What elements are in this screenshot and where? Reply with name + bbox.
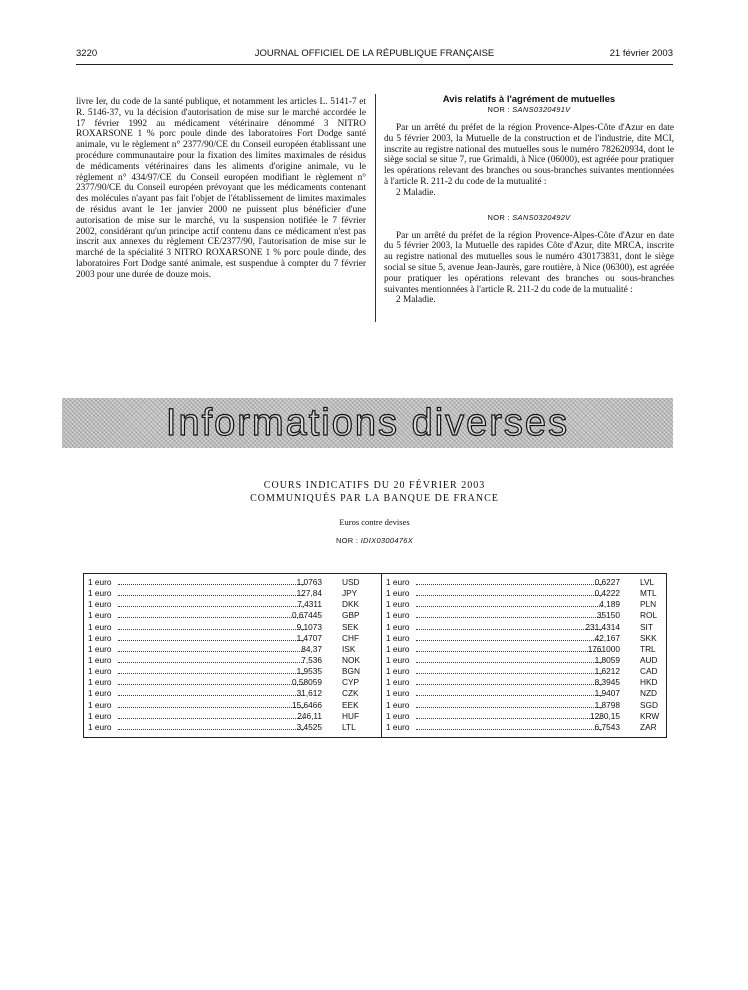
notice-item: 2 Maladie. — [396, 187, 436, 198]
currency-code: ISK — [342, 643, 356, 654]
left-column-text: livre Ier, du code de la santé publique, et notamment les articles L. 5141-7 et R. 5146-37, vu la décision d'autorisation de mise sur le marché accordée le 17 février 1992 au médicament vétérinaire dénommé 3 NITRO ROXARSONE 1 % porc poule dinde des laboratoires Fort Dodge santé animale, vu le règlement n° 2377/90/CE du Conseil européen établissant une procédure communautaire pour la fixation des limites maximales de résidus de médicaments vétérinaires dans les aliments d'origine animale, vu le règlement n° 434/97/CE du Conseil européen modifiant le règlement n° 2377/90/CE du Conseil européen prévoyant que les médicaments contenant des molécules n'ayant pas fait l'objet de l'établissement de limites maximales de résidus avant le 1er janvier 2000 ne puissent plus bénéficier d'une autorisation de mise sur le marché, vu la suspension notifiée le 7 février 2002, considérant qu'un principe actif contenu dans ce médicament n'est pas inscrit aux annexes du règlement CE/2377/90, l'autorisation de mise sur le marché de la spécialité 3 NITRO ROXARSONE 1 % porc poule dinde, des laboratoires Fort Dodge santé animale, est suspendue à compter du 7 février 2003 pour une durée de douze mois. — [76, 97, 366, 280]
currency-code: DKK — [342, 599, 360, 610]
issue-date: 21 février 2003 — [609, 48, 673, 59]
section-title: Avis relatifs à l'agrément de mutuelles — [442, 94, 616, 105]
rate-unit: 1 euro — [88, 588, 112, 599]
leader-dots — [416, 595, 602, 596]
banner-title: Informations diverses — [165, 402, 570, 444]
leader-dots — [416, 640, 602, 641]
rate-value: 1,8798 — [594, 699, 620, 710]
rate-unit: 1 euro — [386, 677, 410, 688]
currency-code: CZK — [342, 688, 359, 699]
rates-subtitle: Euros contre devises — [339, 517, 410, 527]
nor-label: NOR : — [335, 536, 359, 545]
rate-row — [386, 599, 672, 610]
rate-value: 127,84 — [296, 588, 322, 599]
rate-row — [386, 588, 672, 599]
notice-item: 2 Maladie. — [396, 295, 436, 306]
rate-value: 31,612 — [296, 688, 322, 699]
rate-row — [386, 711, 672, 722]
rate-row — [88, 610, 374, 621]
currency-code: MTL — [640, 588, 657, 599]
leader-dots — [416, 651, 602, 652]
nor-code: SANS0320492V — [512, 212, 571, 222]
currency-code: HUF — [342, 710, 360, 721]
section-banner — [62, 398, 673, 448]
rate-unit: 1 euro — [88, 666, 112, 677]
leader-dots — [118, 617, 304, 618]
right-column — [384, 94, 674, 306]
rate-value: 0,58059 — [292, 677, 322, 688]
leader-dots — [416, 718, 602, 719]
rate-unit: 1 euro — [386, 699, 410, 710]
rate-unit: 1 euro — [386, 654, 410, 665]
leader-dots — [118, 606, 304, 607]
leader-dots — [118, 662, 304, 663]
rates-title-line-2: COMMUNIQUÉS PAR LA BANQUE DE FRANCE — [250, 492, 499, 504]
currency-code: NZD — [640, 688, 658, 699]
rate-value: 1,0763 — [296, 577, 322, 587]
currency-code: GBP — [342, 610, 360, 621]
rate-value: 0,6227 — [594, 577, 620, 587]
rate-unit: 1 euro — [88, 654, 112, 665]
currency-code: SIT — [640, 621, 653, 632]
rate-unit: 1 euro — [88, 688, 112, 699]
rate-unit: 1 euro — [386, 632, 410, 643]
leader-dots — [416, 707, 602, 708]
page-number: 3220 — [76, 48, 98, 59]
journal-title: JOURNAL OFFICIEL DE LA RÉPUBLIQUE FRANÇAISE — [254, 48, 495, 59]
rate-value: 246,11 — [297, 710, 322, 721]
rate-value: 35150 — [596, 610, 620, 621]
currency-code: LTL — [342, 721, 356, 732]
rate-row — [88, 666, 374, 677]
rate-unit: 1 euro — [386, 577, 410, 587]
rate-value: 8,3945 — [594, 677, 620, 688]
currency-code: ZAR — [640, 721, 657, 732]
nor-code: SANS0320491V — [512, 105, 571, 114]
leader-dots — [416, 617, 602, 618]
rate-unit: 1 euro — [386, 710, 410, 721]
rate-unit: 1 euro — [386, 643, 410, 654]
rate-value: 9,1073 — [296, 621, 322, 632]
rate-row — [386, 700, 672, 711]
nor-label: NOR : — [487, 212, 510, 222]
rate-unit: 1 euro — [386, 599, 410, 610]
rate-row — [386, 722, 672, 733]
rate-unit: 1 euro — [88, 721, 112, 732]
rate-value: 6,7543 — [594, 721, 620, 732]
currency-code: TRL — [640, 643, 656, 654]
rate-row — [88, 577, 374, 588]
leader-dots — [416, 662, 602, 663]
rate-row — [88, 644, 374, 655]
leader-dots — [416, 673, 602, 674]
rate-row — [386, 622, 672, 633]
rate-unit: 1 euro — [386, 610, 410, 621]
leader-dots — [118, 695, 304, 696]
currency-code: PLN — [640, 599, 657, 610]
notice-text: Par un arrêté du préfet de la région Provence-Alpes-Côte d'Azur en date du 5 février 2003, la Mutuelle des rapides Côte d'Azur, dite MRCA, inscrite au registre national des mutuelles sous le numéro 430173831, dont le siège social se situe 5, avenue Jean-Jaurès, gare routière, à Nice (06300), est agréée pour pratiquer les opérations relevant des branches ou sous-branches suivantes mentionnées à l'article R. 211-2 du code de la mutualité : — [384, 230, 674, 295]
rate-unit: 1 euro — [88, 677, 112, 688]
currency-code: SKK — [640, 632, 657, 643]
rate-unit: 1 euro — [88, 621, 112, 632]
rate-value: 1761000 — [587, 643, 620, 654]
leader-dots — [118, 718, 304, 719]
currency-code: CYP — [342, 677, 360, 688]
currency-code: BGN — [342, 666, 360, 677]
rate-unit: 1 euro — [386, 688, 410, 699]
leader-dots — [118, 684, 304, 685]
rate-row — [88, 622, 374, 633]
nor-reference — [384, 213, 674, 223]
leader-dots — [118, 673, 304, 674]
rate-row — [88, 711, 374, 722]
rate-row — [88, 599, 374, 610]
leader-dots — [416, 584, 602, 585]
rate-row — [88, 722, 374, 733]
rate-value: 1280,15 — [590, 710, 620, 721]
rate-value: 0,67445 — [292, 610, 322, 621]
currency-code: EEK — [342, 699, 359, 710]
rates-column-right — [386, 577, 672, 733]
rate-row — [386, 688, 672, 699]
leader-dots — [118, 729, 304, 730]
leader-dots — [118, 595, 304, 596]
rate-row — [386, 610, 672, 621]
rates-column-divider — [381, 574, 382, 737]
leader-dots — [416, 606, 602, 607]
rate-unit: 1 euro — [88, 599, 112, 610]
rate-row — [88, 588, 374, 599]
rate-unit: 1 euro — [88, 643, 112, 654]
rate-unit: 1 euro — [88, 632, 112, 643]
rate-value: 1,4707 — [296, 632, 322, 643]
leader-dots — [416, 629, 602, 630]
exchange-rates-heading — [76, 480, 673, 546]
currency-code: HKD — [640, 677, 658, 688]
nor-label: NOR : — [487, 105, 510, 114]
currency-code: NOK — [342, 654, 360, 665]
rate-row — [88, 688, 374, 699]
rate-row — [88, 677, 374, 688]
currency-code: JPY — [342, 588, 358, 599]
rate-row — [386, 577, 672, 588]
currency-code: CHF — [342, 632, 360, 643]
currency-code: KRW — [640, 710, 660, 721]
rate-row — [88, 655, 374, 666]
rate-value: 1,9535 — [296, 666, 322, 677]
exchange-rates-table — [83, 573, 667, 738]
nor-reference — [384, 105, 674, 115]
rate-unit: 1 euro — [386, 666, 410, 677]
rate-unit: 1 euro — [88, 710, 112, 721]
column-divider — [375, 94, 376, 322]
rate-value: 1,8059 — [594, 654, 620, 665]
currency-code: SGD — [640, 699, 658, 710]
rate-unit: 1 euro — [386, 621, 410, 632]
rate-row — [386, 666, 672, 677]
currency-code: SEK — [342, 621, 359, 632]
rate-row — [386, 677, 672, 688]
leader-dots — [118, 640, 304, 641]
rate-value: 1,9407 — [594, 688, 620, 699]
nor-code: IDIX0300476X — [360, 536, 414, 545]
leader-dots — [416, 684, 602, 685]
rate-value: 3,4525 — [296, 721, 322, 732]
rate-value: 1,6212 — [594, 666, 620, 677]
rates-column-left — [88, 577, 374, 733]
rate-unit: 1 euro — [88, 577, 112, 587]
rate-unit: 1 euro — [386, 588, 410, 599]
leader-dots — [118, 707, 304, 708]
currency-code: ROL — [640, 610, 658, 621]
notice-text: Par un arrêté du préfet de la région Provence-Alpes-Côte d'Azur en date du 5 février 2003, la Mutuelle de la construction et de l'industrie, dite MCI, inscrite au registre national des mutuelles sous le numéro 782620934, dont le siège social se situe 7, rue Grimaldi, à Nice (06000), est agréée pour pratiquer les opérations relevant des branches ou sous-branches suivantes mentionnées à l'article R. 211-2 du code de la mutualité : — [384, 123, 674, 187]
rate-value: 4,189 — [599, 599, 620, 610]
rate-value: 84,37 — [301, 643, 322, 654]
rate-row — [386, 655, 672, 666]
leader-dots — [416, 729, 602, 730]
currency-code: CAD — [640, 666, 658, 677]
rate-value: 0,4222 — [594, 588, 620, 599]
currency-code: USD — [342, 577, 360, 587]
rate-row — [386, 644, 672, 655]
leader-dots — [416, 695, 602, 696]
header-rule — [76, 64, 673, 65]
rate-value: 42,167 — [594, 632, 620, 643]
leader-dots — [118, 651, 304, 652]
rate-row — [88, 633, 374, 644]
rate-unit: 1 euro — [386, 721, 410, 732]
rate-unit: 1 euro — [88, 699, 112, 710]
rate-row — [386, 633, 672, 644]
rates-nor-reference — [76, 536, 673, 546]
leader-dots — [118, 629, 304, 630]
rate-unit: 1 euro — [88, 610, 112, 621]
rate-value: 7,4311 — [297, 599, 322, 610]
currency-code: AUD — [640, 654, 658, 665]
rate-value: 15,6466 — [292, 699, 322, 710]
leader-dots — [118, 584, 304, 585]
rates-title-line-1: COURS INDICATIFS DU 20 FÉVRIER 2003 — [263, 480, 486, 491]
rate-value: 7,536 — [301, 654, 322, 665]
currency-code: LVL — [640, 577, 655, 587]
left-column — [76, 97, 366, 281]
rate-row — [88, 700, 374, 711]
rate-value: 231,4314 — [585, 621, 620, 632]
page-header — [76, 48, 673, 62]
